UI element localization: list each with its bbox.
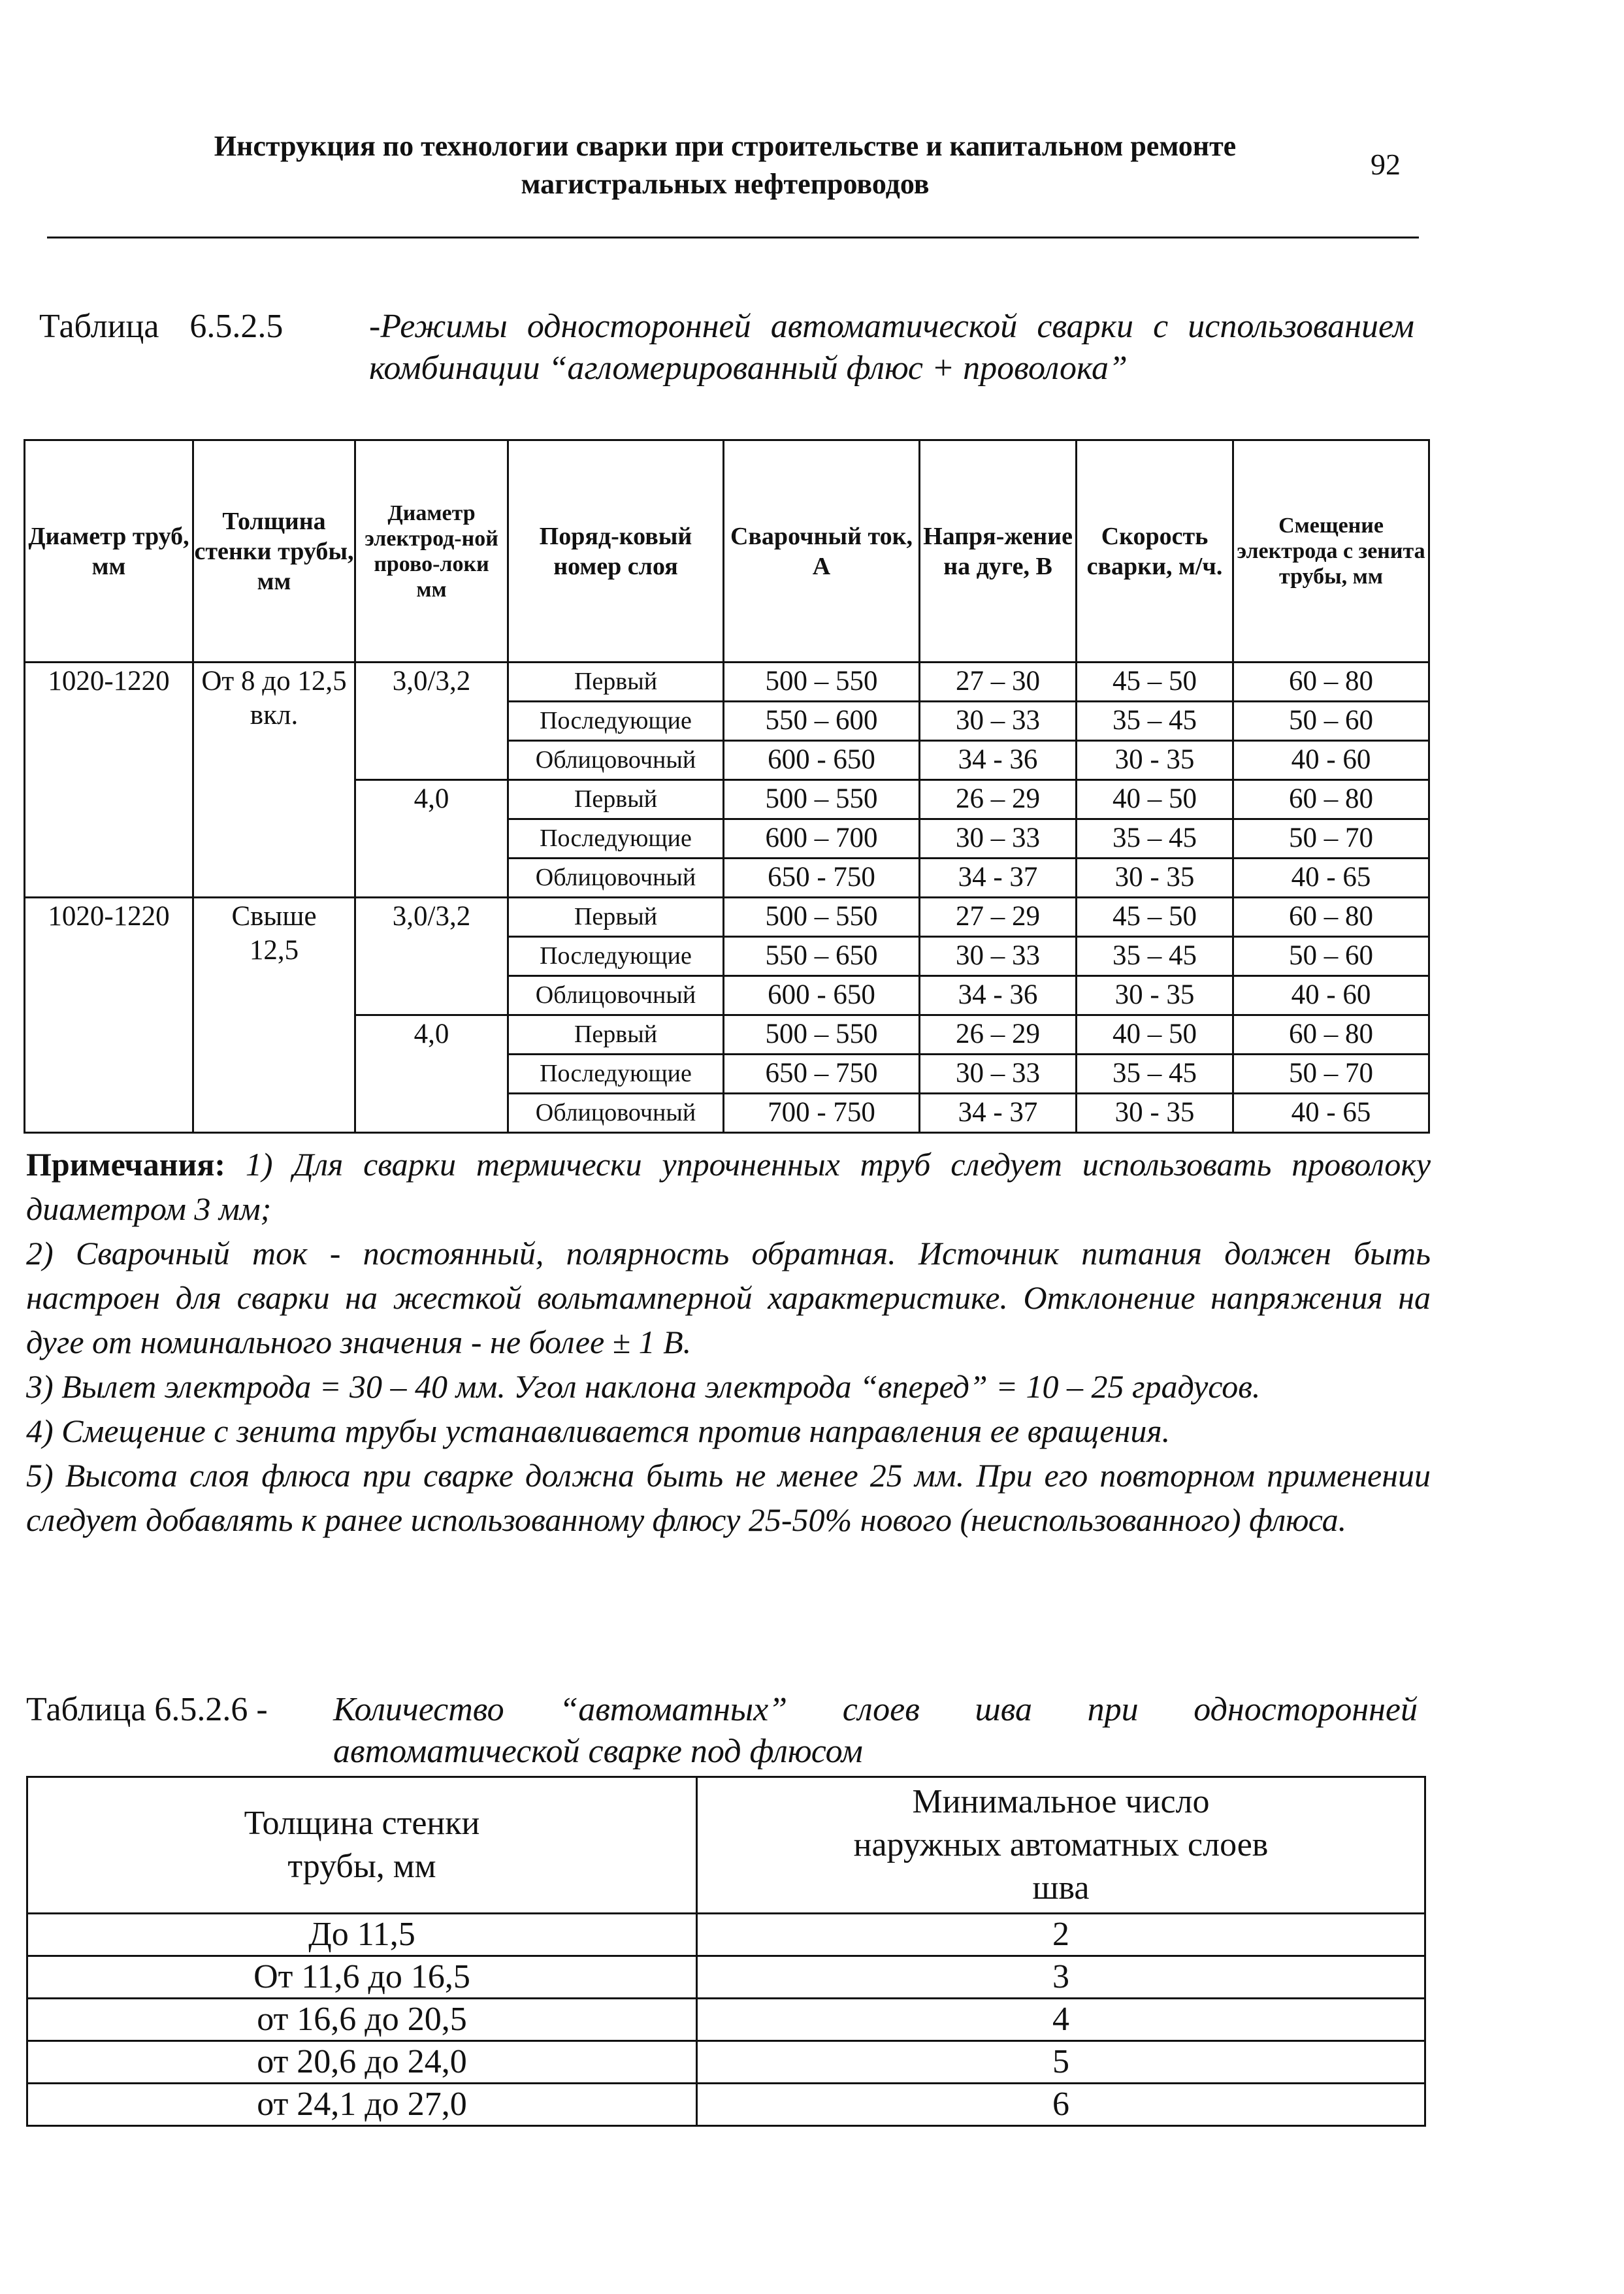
table-row [25,898,1429,937]
col-header-wall-thickness: Толщина стенки трубы, мм [27,1777,697,1914]
note-3: 3) Вылет электрода = 30 – 40 мм. Угол наклона электрода “вперед” = 10 – 25 градусов. [26,1368,1261,1405]
thickness-cell: от 24,1 до 27,0 [27,2084,697,2126]
layer-cell: Последующие [508,819,724,859]
speed-cell: 45 – 50 [1077,898,1233,937]
current-cell: 600 - 650 [724,741,920,780]
document-header [118,127,1333,203]
note-1 [26,1142,1431,1231]
layer-cell: Первый [508,780,724,819]
thickness-cell: До 11,5 [27,1914,697,1956]
table-row [27,1956,1425,1999]
voltage-cell: 30 – 33 [920,819,1077,859]
table-row [27,2041,1425,2084]
layers-cell: 3 [697,1956,1425,1999]
speed-cell: 35 – 45 [1077,702,1233,741]
table-row [27,1999,1425,2041]
current-cell: 650 – 750 [724,1055,920,1094]
speed-cell: 40 – 50 [1077,1015,1233,1055]
speed-cell: 30 - 35 [1077,1094,1233,1133]
offset-cell: 60 – 80 [1233,780,1429,819]
voltage-cell: 34 - 36 [920,741,1077,780]
table-row [27,1914,1425,1956]
voltage-cell: 26 – 29 [920,1015,1077,1055]
layer-cell: Первый [508,898,724,937]
table2-label: Таблица 6.5.2.6 - [26,1691,268,1728]
offset-cell: 50 – 60 [1233,937,1429,976]
current-cell: 500 – 550 [724,780,920,819]
col-header-wall-thickness: Толщина стенки трубы, мм [193,440,355,663]
layers-cell: 2 [697,1914,1425,1956]
header-divider [47,237,1419,238]
voltage-cell: 34 - 37 [920,859,1077,898]
wire-diameter-cell: 3,0/3,2 [355,898,508,1015]
current-cell: 500 – 550 [724,663,920,702]
welding-modes-table [24,439,1430,1134]
notes-title: Примечания: [26,1146,226,1183]
col-header-layer-number: Поряд-ковый номер слоя [508,440,724,663]
offset-cell: 40 - 65 [1233,1094,1429,1133]
offset-cell: 60 – 80 [1233,898,1429,937]
voltage-cell: 30 – 33 [920,1055,1077,1094]
voltage-cell: 30 – 33 [920,702,1077,741]
current-cell: 500 – 550 [724,1015,920,1055]
wall-thickness-cell: От 8 до 12,5 вкл. [193,663,355,898]
thickness-cell: От 11,6 до 16,5 [27,1956,697,1999]
speed-cell: 30 - 35 [1077,859,1233,898]
voltage-cell: 34 - 36 [920,976,1077,1015]
offset-cell: 50 – 60 [1233,702,1429,741]
current-cell: 700 - 750 [724,1094,920,1133]
layer-cell: Облицовочный [508,1094,724,1133]
table1-label: Таблица 6.5.2.5 [39,308,284,345]
current-cell: 600 - 650 [724,976,920,1015]
layers-cell: 4 [697,1999,1425,2041]
offset-cell: 60 – 80 [1233,663,1429,702]
header-title-line1: Инструкция по технологии сварки при строительстве и капитальном ремонте [214,130,1237,162]
note-1-text: 1) Для сварки термически упрочненных труб следует использовать проволоку диаметром 3 мм; [26,1146,1431,1227]
col-header-pipe-diameter: Диаметр труб, мм [25,440,193,663]
pipe-diameter-cell: 1020-1220 [25,663,193,898]
wall-thickness-cell: Свыше 12,5 [193,898,355,1133]
speed-cell: 35 – 45 [1077,819,1233,859]
col-header-welding-speed: Скорость сварки, м/ч. [1077,440,1233,663]
current-cell: 550 – 600 [724,702,920,741]
current-cell: 600 – 700 [724,819,920,859]
current-cell: 550 – 650 [724,937,920,976]
wire-diameter-cell: 3,0/3,2 [355,663,508,780]
table-row [25,663,1429,702]
note-2: 2) Сварочный ток - постоянный, полярность обратная. Источник питания должен быть настроен для сварки на жесткой вольтамперной характеристике. Отклонение напряжения на дуге от номинального значения - не более ± 1 В. [26,1235,1431,1360]
voltage-cell: 27 – 30 [920,663,1077,702]
thickness-cell: от 20,6 до 24,0 [27,2041,697,2084]
pipe-diameter-cell: 1020-1220 [25,898,193,1133]
layer-cell: Последующие [508,1055,724,1094]
speed-cell: 45 – 50 [1077,663,1233,702]
layers-cell: 5 [697,2041,1425,2084]
col-header-welding-current: Сварочный ток, А [724,440,920,663]
header-title-line2: магистральных нефтепроводов [521,168,930,200]
layer-cell: Первый [508,663,724,702]
table1-caption: -Режимы односторонней автоматической сварки с использованием комбинации “агломерированный флюс + проволока” [369,308,1414,387]
wire-diameter-cell: 4,0 [355,1015,508,1133]
automatic-layers-table [26,1776,1426,2127]
offset-cell: 40 - 60 [1233,741,1429,780]
col-header-electrode-offset: Смещение электрода с зенита трубы, мм [1233,440,1429,663]
offset-cell: 50 – 70 [1233,1055,1429,1094]
speed-cell: 30 - 35 [1077,976,1233,1015]
table-row [27,2084,1425,2126]
current-cell: 500 – 550 [724,898,920,937]
note-4: 4) Смещение с зенита трубы устанавливается против направления ее вращения. [26,1413,1171,1449]
speed-cell: 35 – 45 [1077,1055,1233,1094]
voltage-cell: 27 – 29 [920,898,1077,937]
speed-cell: 30 - 35 [1077,741,1233,780]
layer-cell: Последующие [508,937,724,976]
page-number: 92 [1371,148,1401,181]
wire-diameter-cell: 4,0 [355,780,508,898]
col-header-arc-voltage: Напря-жение на дуге, В [920,440,1077,663]
layer-cell: Последующие [508,702,724,741]
thickness-cell: от 16,6 до 20,5 [27,1999,697,2041]
layers-cell: 6 [697,2084,1425,2126]
table1-caption-block [39,306,1418,436]
col-header-min-layers: Минимальное число наружных автоматных слоев шва [697,1777,1425,1914]
voltage-cell: 34 - 37 [920,1094,1077,1133]
offset-cell: 40 - 60 [1233,976,1429,1015]
current-cell: 650 - 750 [724,859,920,898]
col-header-wire-diameter: Диаметр электрод-ной прово-локи мм [355,440,508,663]
voltage-cell: 30 – 33 [920,937,1077,976]
table2-caption: Количество “автоматных” слоев шва при односторонней автоматической сварке под флюсом [333,1691,1418,1770]
note-5: 5) Высота слоя флюса при сварке должна быть не менее 25 мм. При его повторном применении следует добавлять к ранее использованному флюсу 25-50% нового (неиспользованного) флюса. [26,1457,1431,1538]
offset-cell: 50 – 70 [1233,819,1429,859]
layer-cell: Облицовочный [508,976,724,1015]
notes-section [26,1142,1431,1542]
speed-cell: 40 – 50 [1077,780,1233,819]
layer-cell: Первый [508,1015,724,1055]
voltage-cell: 26 – 29 [920,780,1077,819]
speed-cell: 35 – 45 [1077,937,1233,976]
offset-cell: 40 - 65 [1233,859,1429,898]
offset-cell: 60 – 80 [1233,1015,1429,1055]
table2-caption-block [26,1689,1418,1773]
layer-cell: Облицовочный [508,859,724,898]
layer-cell: Облицовочный [508,741,724,780]
